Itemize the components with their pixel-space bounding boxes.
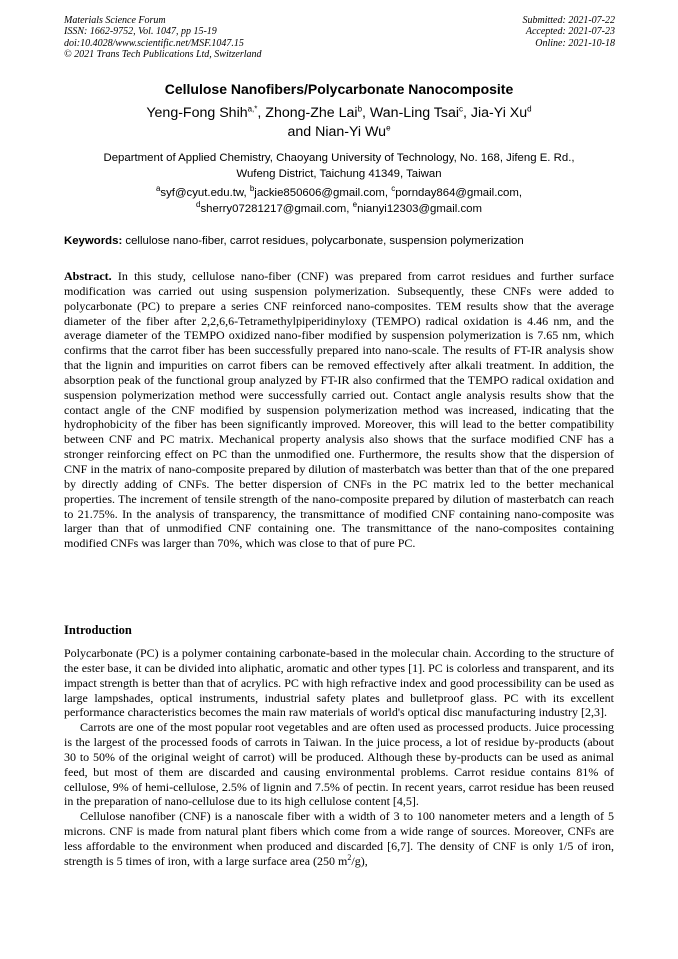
email-link[interactable]: nianyi12303@gmail.com [357,202,482,215]
author-affil-sup: e [386,123,391,133]
author-name: Jia-Yi Xu [470,105,528,121]
paragraph: Cellulose nanofiber (CNF) is a nanoscale fiber with a width of 3 to 100 nanometer meters and a length of 5 microns. CNF is made from natural plant fibers which come from a wide range of sources. Moreover, CNFs are less affordable to the environment when produced and discarded [6,7]. The density of CNF is only 1/5 of iron, strength is 5 times of iron, with a large surface area (250 $m^2/g$), [64,809,614,868]
copyright: © 2021 Trans Tech Publications Ltd, Switzerland [64,49,262,61]
author-list [0,104,678,142]
abstract-text: In this study, cellulose nano-fiber (CNF) was prepared from carrot residues and further surface modification was carried out using suspension polymerization. Subsequently, these CNFs were added to polycarbonate (PC) to prepare a series CNF reinforced nano-composites. TEM results show that the average diameter of the fiber after 2,2,6,6-Tetramethylpiperidinyloxy (TEMPO) radical oxidation is 4.46 nm, and the average diameter of the TEMPO oxidized nano-fiber modified by suspension polymerization is 7.65 nm, which confirms that the carrot fiber has been successfully prepared into nano-scale. The results of FT-IR analysis show that the lignin and impurities on carrot fibers can be removed effectively after alkali treatment. In addition, the absorption peak of the functional group analyzed by FT-IR also confirmed that the TEMPO radical oxidation and suspension polymerization method were successfully carried out. Contact angle analysis results show that the contact angle of the CNF modified by suspension polymerization method was increased, indicating that the hydrophobicity of the fiber has been significantly improved. Moreover, this will lead to the better compatibility between CNF and PC matrix. Mechanical property analysis also shows that the surface modified CNF has a stronger reinforcing effect on PC than the unmodified one. Furthermore, the results show that the dispersion of CNF in the matrix of nano-composite prepared by dilution of masterbatch was better than that of the one prepared by directly adding of CNFs. The better dispersion of CNFs in the PC matrix led to the better mechanical properties. The increment of tensile strength of the nano-composite prepared by dilution of masterbatch can reach to 21.75%. In the analysis of transparency, the transmittance of modified CNF containing nano-composite was larger than that of unmodified CNF containing one. The transmittance of the nano-composites containing modified CNFs was larger than 70%, which was close to that of pure PC. [64,269,614,551]
email-link[interactable]: sherry07281217@gmail.com [200,202,347,215]
online-date: Online: 2021-10-18 [535,37,615,49]
affiliation: Department of Applied Chemistry, Chaoyang University of Technology, No. 168, Jifeng E. Rd., Wufeng District, Taichung 41349, Taiwan [103,152,575,180]
author-name: Zhong-Zhe Lai [265,105,358,121]
author-name: Wan-Ling Tsai [369,105,460,121]
author-line-2: and Nian-Yi Wu$^e$ [287,123,391,140]
email-link[interactable]: syf@cyut.edu.tw [160,187,244,199]
journal-info [64,15,262,61]
paragraph: Polycarbonate (PC) is a polymer containing carbonate-based in the molecular chain. According to the structure of the ester base, it can be divided into aliphatic, aromatic and other types [1]. PC is colorless and transparent, and its impact strength is better than that of acrylics. PC with high refractive index and good processibility can be used as large lampshades, optical instruments, industrial safety plates and bulletproof glass. PC with its excellent performance characteristics becomes the main raw materials of world's optical disc manufacturing industry [2,3]. [64,646,614,720]
accepted-date: Accepted: 2021-07-23 [525,26,615,38]
publication-dates [523,15,616,49]
author-affil-sup: c [459,104,464,114]
email-line-2: $^d$sherry07281217@gmail.com, $^e$nianyi12303@gmail.com [196,199,482,215]
author-name: Yeng-Fong Shih [146,105,248,121]
section-heading-introduction: Introduction [64,623,132,637]
journal-name: Materials Science Forum [64,15,166,26]
author-affil-sup: b [357,104,363,114]
paper-title: Cellulose Nanofibers/Polycarbonate Nanocomposite [164,81,514,97]
doi[interactable]: doi:10.4028/www.scientific.net/MSF.1047.15 [64,37,244,49]
paragraph: Carrots are one of the most popular root vegetables and are often used as processed products. Juice processing is the largest of the processed foods of carrots in Taiwan. In the juice process, a lot of residue by-products (about 30 to 50% of the original weight of carrot) will be produced. Although these by-products can be used as animal feed, but most of them are discarded and causing environmental problems. Carrot residue contains 81% of cellulose, 9% of hemi-cellulose, 2.5% of lignin and 7.5% of pectin. In recent years, carrot residue has been reused in the preparation of nano-cellulose due to its high cellulose content [4,5]. [64,720,614,809]
abstract-label: Abstract. [64,269,112,283]
keywords [64,235,619,247]
email-line-1: $^a$syf@cyut.edu.tw, $^b$jackie850606@gmail.com, $^c$pornday864@gmail.com, [155,184,523,199]
author-affil-sup: d [527,104,532,114]
issn-volume: ISSN: 1662-9752, Vol. 1047, pp 15-19 [64,26,217,38]
abstract [64,269,614,551]
email-link[interactable]: jackie850606@gmail.com [254,187,385,199]
keywords-text: cellulose nano-fiber, carrot residues, polycarbonate, suspension polymerization [122,235,524,247]
email-link[interactable]: pornday864@gmail.com [395,187,519,199]
author-affil-sup: a,* [247,104,258,114]
introduction-body [64,646,614,869]
author-name: Nian-Yi Wu [315,124,387,140]
submitted-date: Submitted: 2021-07-22 [522,15,615,26]
author-line-1: Yeng-Fong Shih$^{a,*}$, Zhong-Zhe Lai$^b$, Wan-Ling Tsai$^c$, Jia-Yi Xu$^d$ [146,104,532,121]
keywords-label: Keywords: [64,235,123,247]
author-emails [40,186,638,217]
